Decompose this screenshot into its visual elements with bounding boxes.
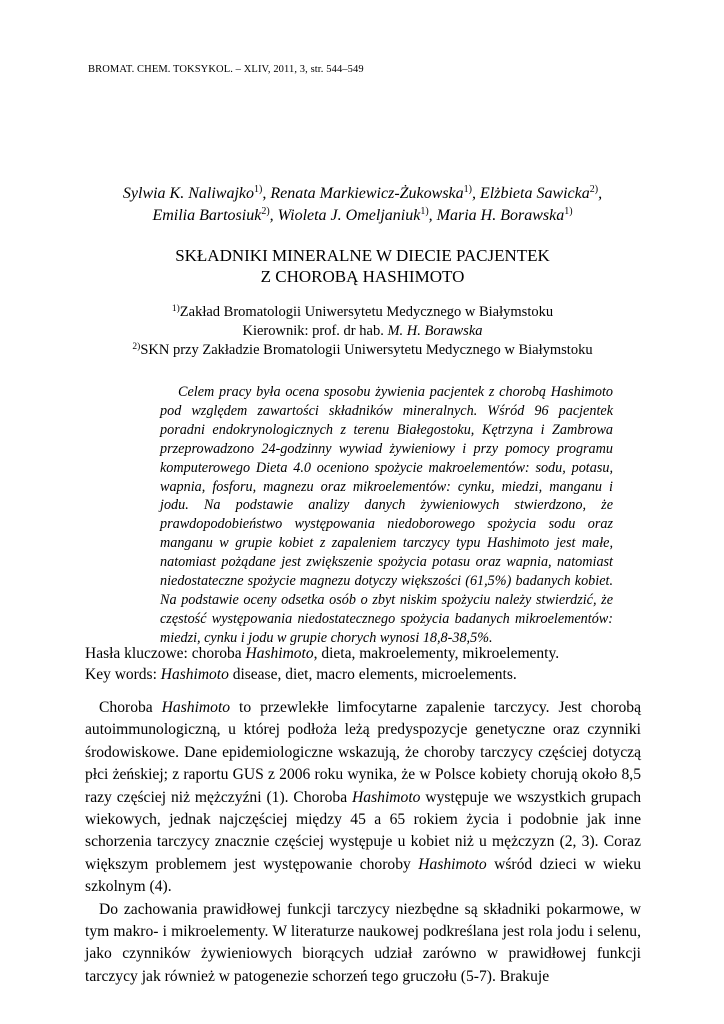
author-name: Renata Markiewicz-Żukowska [270, 185, 464, 202]
author-list: Sylwia K. Naliwajko$^{1)}$, Renata Markiewicz-Żukowska$^{1)}$, Elżbieta Sawicka$^{2)}$, Emilia Bartosiuk$^{2)}$, Wioleta J. Omeljaniuk$^{1)}$, Maria H. Borawska$^{1)}$ [122, 184, 603, 224]
author-name: Wioleta J. Omeljaniuk [277, 207, 421, 224]
affiliation-marker: 2) [589, 184, 599, 195]
affiliation-marker: 1) [254, 184, 263, 195]
paragraph: Do zachowania prawidłowej funkcji tarczycy niezbędne są składniki pokarmowe, w tym makro- i mikroelementy. W literaturze naukowej podkreślana jest rola jodu i selenu, jako czynników żywieniowych biorących udział zarówno w prawidłowej funkcji tarczycy jak również w patogenezie schorzeń tego gruczołu (5-7). Brakuje [85, 900, 641, 985]
abstract: Celem pracy była ocena sposobu żywienia pacjentek z chorobą Hashimoto pod względem zawartości składników mineralnych. Wśród 96 pacjentek poradni endokrynologicznych z terenu Białegostoku, Kętrzyna i Zambrowa przeprowadzono 24-godzinny wywiad żywieniowy i przy pomocy programu komputerowego Dieta 4.0 oceniono spożycie makroelementów: sodu, potasu, wapnia, fosforu, magnezu oraz mikroelementów: cynku, miedzi, manganu i jodu. Na podstawie analizy danych żywieniowych stwierdzono, że prawdopodobieństwo występowania niedoborowego spożycia sodu oraz manganu w grupie kobiet z zapaleniem tarczycy typu Hashimoto jest małe, natomiast pożądane jest zwiększenie spożycia potasu oraz wapnia, natomiast niedostateczne spożycie magnezu dotyczy większości (61,5%) badanych kobiet. Na podstawie oceny odsetka osób o zbyt niskim spożyciu należy stwierdzić, że częstość występowania niedostatecznego spożycia badanych mikroelementów: miedzi, cynku i jodu w grupie chorych wynosi 18,8-38,5%. [160, 384, 613, 646]
author-name: Elżbieta Sawicka [480, 185, 590, 202]
title-line-2: Z CHOROBĄ HASHIMOTO [260, 267, 465, 286]
author-name: Maria H. Borawska [436, 207, 565, 224]
affiliation-marker: 1) [420, 206, 429, 217]
running-head: BROMAT. CHEM. TOKSYKOL. – XLIV, 2011, 3, str. 544–549 [88, 64, 364, 75]
affiliations [90, 303, 635, 360]
author-name: Sylwia K. Naliwajko [122, 185, 255, 202]
author-name: Emilia Bartosiuk [152, 207, 262, 224]
department-head: Kierownik: prof. dr hab. M. H. Borawska [242, 323, 483, 339]
keywords-pl: Hasła kluczowe: choroba Hashimoto, dieta, makroelementy, mikroelementy. [85, 645, 560, 662]
keywords-en: Key words: Hashimoto disease, diet, macro elements, microelements. [85, 666, 517, 683]
body-text [85, 697, 641, 988]
paragraph: Choroba Hashimoto to przewlekłe limfocytarne zapalenie tarczycy. Jest chorobą autoimmunologiczną, u której podłoża leżą predyspozycje genetyczne oraz czynniki środowiskowe. Dane epidemiologiczne wskazują, że choroby tarczycy częściej dotyczą płci żeńskiej; z raportu GUS z 2006 roku wynika, że w Polsce kobiety chorują około 8,5 razy częściej niż mężczyźni (1). Choroba Hashimoto występuje we wszystkich grupach wiekowych, jednak najczęściej między 45 a 65 rokiem życia i podobnie jak inne schorzenia tarczycy znacznie częściej występuje u kobiet niż u mężczyzn (2, 3). Coraz większym problemem jest występowanie choroby Hashimoto wśród dzieci w wieku szkolnym (4). [85, 699, 641, 896]
affiliation-marker: 1) [564, 206, 573, 217]
affiliation-2: $^{2)}$SKN przy Zakładzie Bromatologii Uniwersytetu Medycznego w Białymstoku [132, 342, 593, 358]
keywords-block [85, 643, 645, 685]
affiliation-1: $^{1)}$Zakład Bromatologii Uniwersytetu Medycznego w Białymstoku [171, 304, 554, 320]
affiliation-marker: 2) [261, 206, 270, 217]
title-line-1: SKŁADNIKI MINERALNE W DIECIE PACJENTEK [175, 246, 550, 265]
affiliation-marker: 1) [463, 184, 472, 195]
article-title [90, 245, 635, 287]
